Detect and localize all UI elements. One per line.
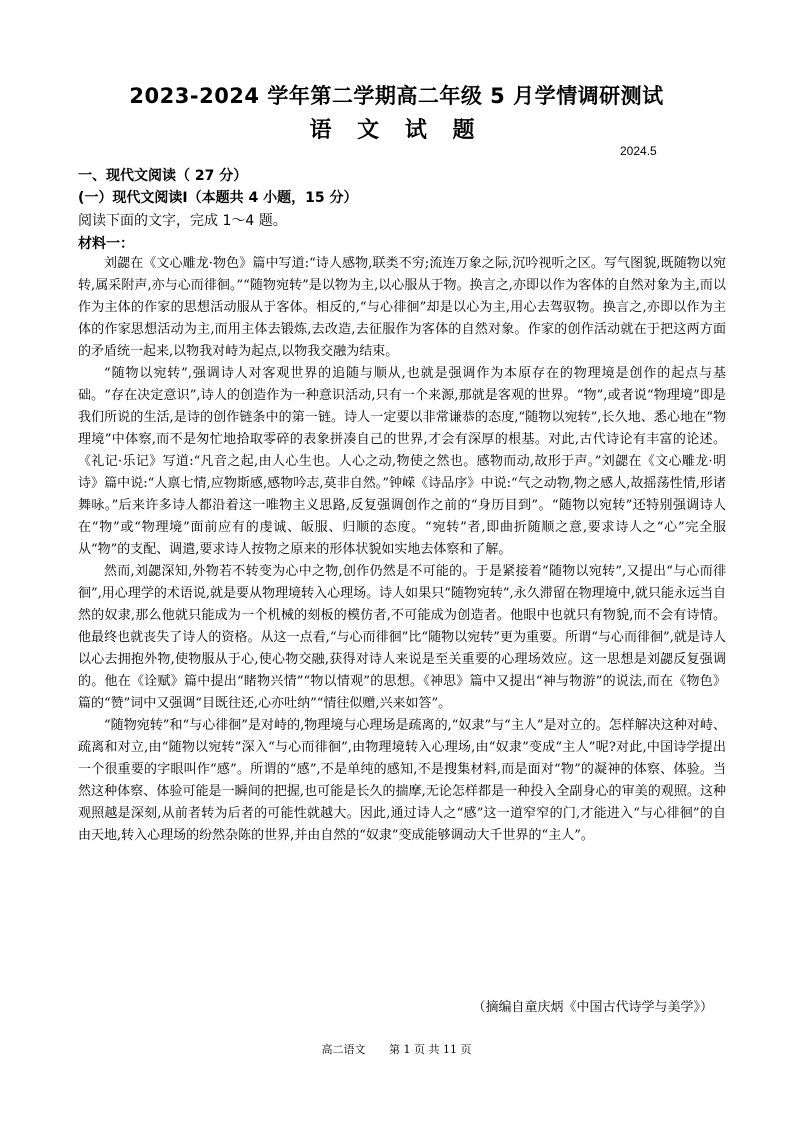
exam-date: 2024.5: [620, 144, 657, 158]
paragraph-1: 刘勰在《文心雕龙·物色》篇中写道:“诗人感物,联类不穷;流连万象之际,沉吟视听之区。写气图貌,既随物以宛转,属采附声,亦与心而徘徊。”“随物宛转”是以物为主,以心服从于物。换言之,亦即以作为客体的自然对象为主,而以作为主体的作家的思想活动服从于客体。相反的,“与心徘徊”却是以心为主,用心去驾驭物。换言之,亦即以作为主体的作家思想活动为主,而用主体去锻炼,去改造,去征服作为客体的自然对象。作家的创作活动就在于把这两方面的矛盾统一起来,以物我对峙为起点,以物我交融为结束。: [78, 256, 726, 359]
source-citation: （摘编自童庆炳《中国古代诗学与美学》）: [472, 1000, 713, 1015]
page-footer: [0, 1041, 793, 1057]
footer-subject: 高二语文: [321, 1043, 366, 1056]
footer-page-number: 第 1 页 共 11 页: [389, 1043, 472, 1056]
exam-subtitle: 语 文 试 题: [309, 118, 484, 143]
paragraph-3: 然而,刘勰深知,外物若不转变为心中之物,创作仍然是不可能的。于是紧接着“随物以宛转”,又提出“与心而徘徊”,用心理学的术语说,就是要从物理境转入心理场。诗人如果只“随物宛转”,永久滞留在物理境中,就只能永远当自然的奴隶,那么他就只能成为一个机械的刻板的模仿者,不可能成为创造者。他眼中也就只有物貌,而不会有诗情。他最终也就丧失了诗人的资格。从这一点看,“与心而徘徊”比“随物以宛转”更为重要。所谓“与心而徘徊”,就是诗人以心去拥抱外物,使物服从于心,使心物交融,获得对诗人来说是至关重要的心理场效应。这一思想是刘勰反复强调的。他在《诠赋》篇中提出“睹物兴情”“物以情观”的思想。《神思》篇中又提出“神与物游”的说法,而在《物色》篇的“赞”词中又强调“目既往还,心亦吐纳”“情往似赠,兴来如答”。: [78, 564, 726, 711]
paragraph-2: “随物以宛转”,强调诗人对客观世界的追随与顺从,也就是强调作为本原存在的物理境是创作的起点与基础。“存在决定意识”,诗人的创造作为一种意识活动,只有一个来源,那就是客观的世界。“物”,或者说“物理境”即是我们所说的生活,是诗的创作链条中的第一链。诗人一定要以非常谦恭的态度,“随物以宛转”,长久地、悉心地在“物理境”中体察,而不是匆忙地拾取零碎的表象拼凑自己的世界,才会有深厚的根基。对此,古代诗论有丰富的论述。《礼记·乐记》写道:“凡音之起,由人心生也。人心之动,物使之然也。感物而动,故形于声。”刘勰在《文心雕龙·明诗》篇中说:“人禀七情,应物斯感,感物吟志,莫非自然。”钟嵘《诗品序》中说:“气之动物,物之感人,故摇荡性情,形诸舞咏。”后来许多诗人都沿着这一唯物主义思路,反复强调创作之前的“身历目到”。“随物以宛转”还特别强调诗人在“物”或“物理境”面前应有的虔诚、皈服、归顺的态度。“宛转”者,即曲折随顺之意,要求诗人之“心”完全服从“物”的支配、调遣,要求诗人按物之原来的形体状貌如实地去体察和了解。: [78, 366, 726, 557]
section-heading: 一、现代文阅读（ 27 分）: [78, 168, 248, 184]
paragraph-4: “随物宛转”和“与心徘徊”是对峙的,物理境与心理场是疏离的,“奴隶”与“主人”是对立的。怎样解决这种对峙、疏离和对立,由“随物以宛转”深入“与心而徘徊”,由物理境转入心理场,由“奴隶”变成“主人”呢?对此,中国诗学提出一个很重要的字眼叫作“感”。所谓的“感”,不是单纯的感知,不是搜集材料,而是面对“物”的凝神的体察、体验。当然这种体察、体验可能是一瞬间的把握,也可能是长久的揣摩,无论怎样都是一种投入全副身心的审美的观照。这种观照越是深刻,从前者转为后者的可能性就越大。因此,通过诗人之“感”这一道窄窄的门,才能进入“与心徘徊”的自由天地,转入心理场的纷然杂陈的世界,并由自然的“奴隶”变成能够调动大千世界的“主人”。: [78, 718, 726, 843]
material-text: [78, 253, 726, 847]
subsection-heading: (一）现代文阅读Ⅰ（本题共 4 小题，15 分）: [78, 190, 358, 206]
exam-title: 2023-2024 学年第二学期高二年级 5 月学情调研测试: [129, 84, 664, 108]
reading-instruction: 阅读下面的文字，完成 1～4 题。: [78, 213, 287, 229]
material-label: 材料一：: [78, 236, 134, 252]
